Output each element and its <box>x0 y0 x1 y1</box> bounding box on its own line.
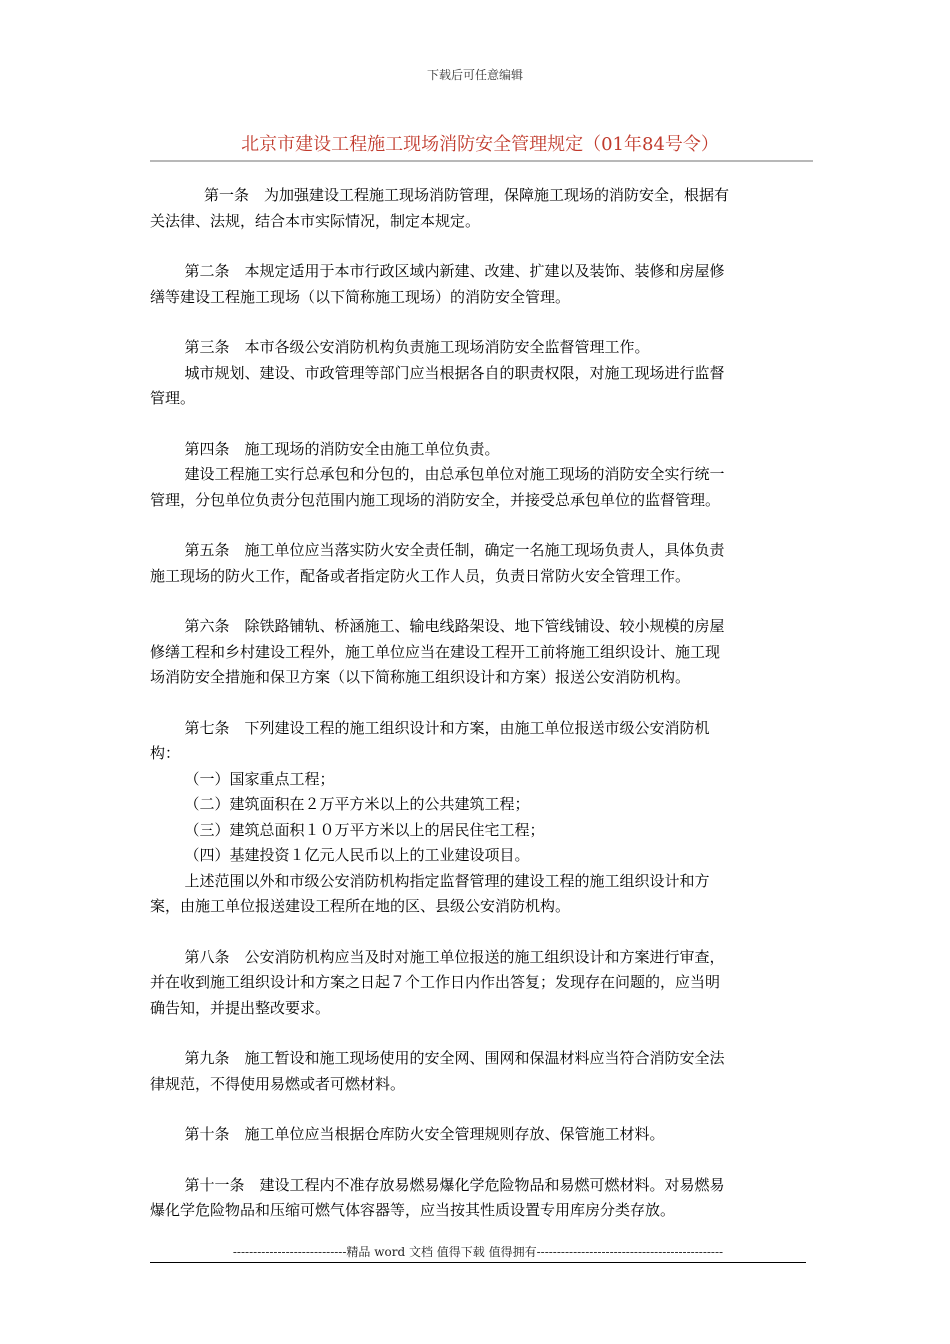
text-line: 第十条 施工单位应当根据仓库防火安全管理规则存放、保管施工材料。 <box>184 1125 665 1143</box>
text-line: 关法律、法规，结合本市实际情况，制定本规定。 <box>150 211 481 230</box>
text-line: 第九条 施工暂设和施工现场使用的安全网、围网和保温材料应当符合消防安全法 <box>184 1049 725 1067</box>
article-2 <box>150 259 794 310</box>
article-10 <box>150 1122 794 1148</box>
text-line: 第三条 本市各级公安消防机构负责施工现场消防安全监督管理工作。 <box>184 338 650 356</box>
article-4 <box>150 437 794 514</box>
article-7 <box>150 716 794 920</box>
article-1 <box>150 183 794 234</box>
text-line: 案，由施工单位报送建设工程所在地的区、县级公安消防机构。 <box>150 897 571 915</box>
text-line: 第五条 施工单位应当落实防火安全责任制，确定一名施工现场负责人，具体负责 <box>184 541 725 559</box>
text-line: 确告知，并提出整改要求。 <box>150 998 331 1017</box>
article-11 <box>150 1173 794 1224</box>
list-item: （一）国家重点工程； <box>184 769 335 788</box>
text-line: 律规范，不得使用易燃或者可燃材料。 <box>150 1074 406 1093</box>
footer-note: ----------------------------精品 word 文档 值得下载 值得拥有---------------------------------------------- <box>232 1245 724 1259</box>
text-line: 修缮工程和乡村建设工程外，施工单位应当在建设工程开工前将施工组织设计、施工现 <box>150 642 721 661</box>
text-line: 场消防安全措施和保卫方案（以下简称施工组织设计和方案）报送公安消防机构。 <box>150 668 691 686</box>
text-line: 并在收到施工组织设计和方案之日起７个工作日内作出答复；发现存在问题的，应当明 <box>150 973 721 991</box>
article-6 <box>150 614 794 691</box>
article-9 <box>150 1046 794 1097</box>
article-5 <box>150 538 794 589</box>
text-line: 建设工程施工实行总承包和分包的，由总承包单位对施工现场的消防安全实行统一 <box>184 465 725 483</box>
text-line: 第七条 下列建设工程的施工组织设计和方案，由施工单位报送市级公安消防机 <box>184 718 710 737</box>
document-body <box>150 183 794 1249</box>
text-line: 爆化学危险物品和压缩可燃气体容器等，应当按其性质设置专用库房分类存放。 <box>150 1201 676 1219</box>
text-line: 第十一条 建设工程内不准存放易燃易爆化学危险物品和易燃可燃材料。对易燃易 <box>184 1175 725 1194</box>
text-line: 第六条 除铁路铺轨、桥涵施工、输电线路架设、地下管线铺设、较小规模的房屋 <box>184 617 725 635</box>
text-line: 施工现场的防火工作，配备或者指定防火工作人员，负责日常防火安全管理工作。 <box>150 566 691 585</box>
list-item: （二）建筑面积在２万平方米以上的公共建筑工程； <box>184 795 530 813</box>
text-line: 管理，分包单位负责分包范围内施工现场的消防安全，并接受总承包单位的监督管理。 <box>150 490 721 509</box>
list-item: （四）基建投资１亿元人民币以上的工业建设项目。 <box>184 846 530 864</box>
list-item: （三）建筑总面积１０万平方米以上的居民住宅工程； <box>184 820 545 839</box>
article-3 <box>150 335 794 412</box>
text-line: 第八条 公安消防机构应当及时对施工单位报送的施工组织设计和方案进行审查， <box>184 947 725 966</box>
text-line: 构： <box>150 744 181 762</box>
title-divider <box>150 160 813 162</box>
text-line: 第一条 为加强建设工程施工现场消防管理，保障施工现场的消防安全，根据有 <box>204 186 730 204</box>
header-note: 下载后可任意编辑 <box>426 68 523 82</box>
text-line: 第二条 本规定适用于本市行政区域内新建、改建、扩建以及装饰、装修和房屋修 <box>184 262 725 280</box>
text-line: 第四条 施工现场的消防安全由施工单位负责。 <box>184 439 500 458</box>
text-line: 城市规划、建设、市政管理等部门应当根据各自的职责权限，对施工现场进行监督 <box>184 363 725 382</box>
article-8 <box>150 945 794 1022</box>
text-line: 上述范围以外和市级公安消防机构指定监督管理的建设工程的施工组织设计和方 <box>184 871 710 890</box>
footer-divider <box>150 1262 806 1263</box>
text-line: 管理。 <box>150 389 196 407</box>
text-line: 缮等建设工程施工现场（以下简称施工现场）的消防安全管理。 <box>150 287 571 306</box>
document-title: 北京市建设工程施工现场消防安全管理规定（01年84号令） <box>241 134 719 155</box>
